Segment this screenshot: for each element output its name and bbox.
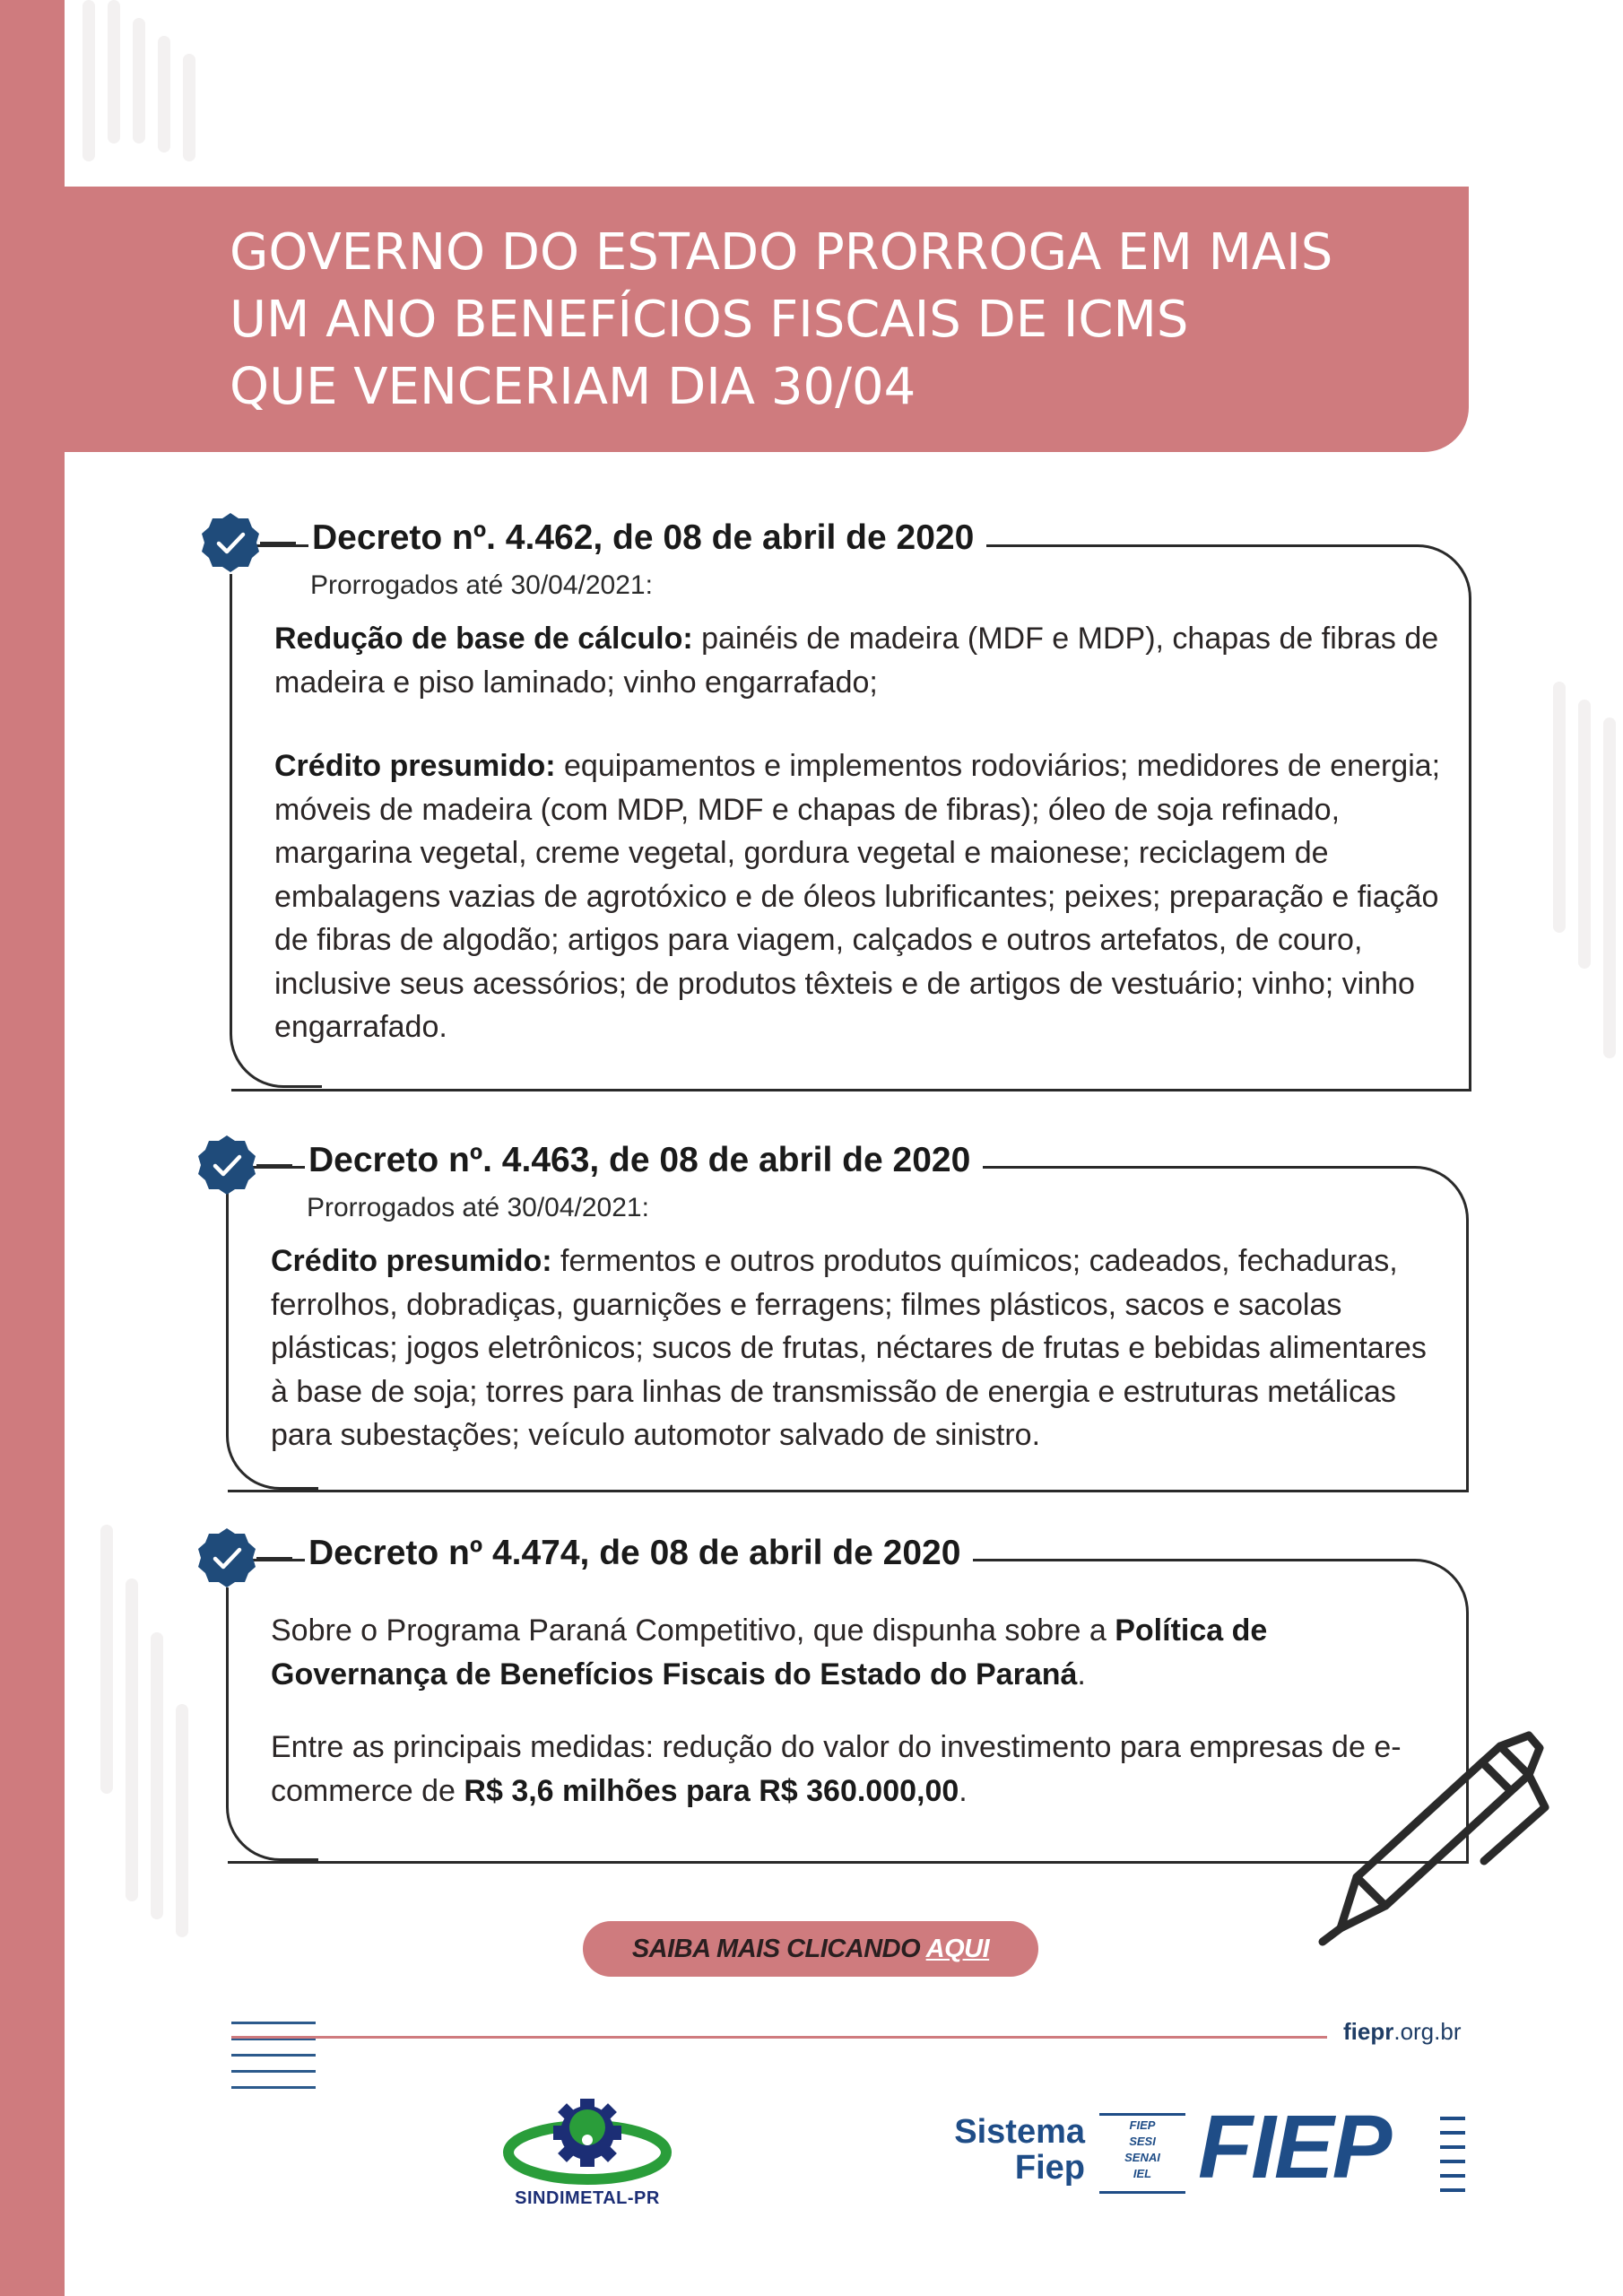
connector-line <box>256 1557 292 1560</box>
decree-title: Decreto nº. 4.462, de 08 de abril de 2020 <box>308 518 986 558</box>
site-name: fiepr <box>1343 2018 1394 2045</box>
left-accent-band <box>0 0 65 2296</box>
paragraph-end: . <box>1077 1657 1086 1692</box>
paragraph-text: Sobre o Programa Paraná Competitivo, que dispunha sobre a <box>271 1613 1115 1648</box>
sindimetal-name: SINDIMETAL-PR <box>515 2188 660 2208</box>
title-banner <box>65 187 1469 452</box>
fiep-brand: FIEP <box>1198 2097 1391 2197</box>
decree-title: Decreto nº. 4.463, de 08 de abril de 2020 <box>305 1141 983 1180</box>
paragraph-emphasis: R$ 3,6 milhões para R$ 360.000,00 <box>464 1773 959 1808</box>
paragraph-text: Entre as principais medidas: redução do valor do investimento para empresas de e-commerce de <box>271 1730 1402 1808</box>
title-line: QUE VENCERIAM DIA 30/04 <box>230 358 916 416</box>
paragraph-end: . <box>959 1773 968 1808</box>
check-badge-icon <box>199 511 262 574</box>
website-link[interactable] <box>1343 2018 1462 2046</box>
paragraph-label: Crédito presumido: <box>271 1244 552 1278</box>
sistema-label: Sistema <box>954 2113 1085 2151</box>
decree-paragraph <box>271 1609 1447 1696</box>
check-badge-icon <box>195 1134 258 1196</box>
entity-label: IEL <box>1133 2167 1152 2180</box>
decree-paragraph <box>274 617 1451 704</box>
decree-paragraph <box>271 1726 1447 1813</box>
footer-divider <box>231 2036 1327 2039</box>
paragraph-label: Crédito presumido: <box>274 749 556 783</box>
decree-subtitle: Prorrogados até 30/04/2021: <box>307 1193 649 1222</box>
decree-paragraph <box>274 744 1451 1049</box>
paragraph-text: painéis de madeira (MDF e MDP), chapas de fibras de madeira e piso laminado; vinho engarrafado; <box>274 622 1439 700</box>
paragraph-emphasis: Política de Governança de Benefícios Fiscais do Estado do Paraná <box>271 1613 1268 1692</box>
learn-more-button[interactable] <box>583 1921 1038 1977</box>
title-line: GOVERNO DO ESTADO PRORROGA EM MAIS <box>230 223 1333 282</box>
paragraph-label: Redução de base de cálculo: <box>274 622 693 656</box>
cta-label: SAIBA MAIS CLICANDO <box>631 1935 926 1963</box>
fiep-label: Fiep <box>1014 2149 1085 2187</box>
connector-line <box>260 542 296 544</box>
sindimetal-logo <box>498 2088 677 2188</box>
paragraph-text: equipamentos e implementos rodoviários; medidores de energia; móveis de madeira (com MDP, MDF e chapas de fibras); óleo de soja refinado, margarina vegetal, creme vegetal, gordura vegetal e maionese; reciclagem de embalagens vazias de agrotóxico e de óleos lubrificantes; peixes; preparação e fiação de fibras de algodão; artigos para viagem, calçados e outros artefatos, de couro, inclusive seus acessórios; de produtos têxteis e de artigos de vestuário; vinho; vinho engarrafado. <box>274 749 1441 1044</box>
decree-box-frame <box>228 1559 1469 1864</box>
decree-title: Decreto nº 4.474, de 08 de abril de 2020 <box>305 1534 973 1573</box>
entity-label: SESI <box>1129 2135 1156 2148</box>
entity-label: SENAI <box>1124 2151 1160 2164</box>
page-title <box>230 219 1469 421</box>
entity-label: FIEP <box>1129 2118 1156 2132</box>
check-badge-icon <box>195 1526 258 1589</box>
decree-paragraph <box>271 1239 1447 1457</box>
paragraph-text: fermentos e outros produtos químicos; cadeados, fechaduras, ferrolhos, dobradiças, guarnições e ferragens; filmes plásticos, sacos e sacolas plásticas; jogos eletrônicos; sucos de frutas, néctares de frutas e bebidas alimentares à base de soja; torres para linhas de transmissão de energia e estruturas metálicas para subestações; veículo automotor salvado de sinistro. <box>271 1244 1427 1452</box>
cta-link[interactable]: AQUI <box>925 1935 990 1963</box>
decree-subtitle: Prorrogados até 30/04/2021: <box>310 570 653 600</box>
pen-icon <box>1305 1726 1556 1960</box>
site-domain: .org.br <box>1393 2018 1462 2045</box>
title-line: UM ANO BENEFÍCIOS FISCAIS DE ICMS <box>230 291 1189 349</box>
connector-line <box>256 1164 292 1167</box>
